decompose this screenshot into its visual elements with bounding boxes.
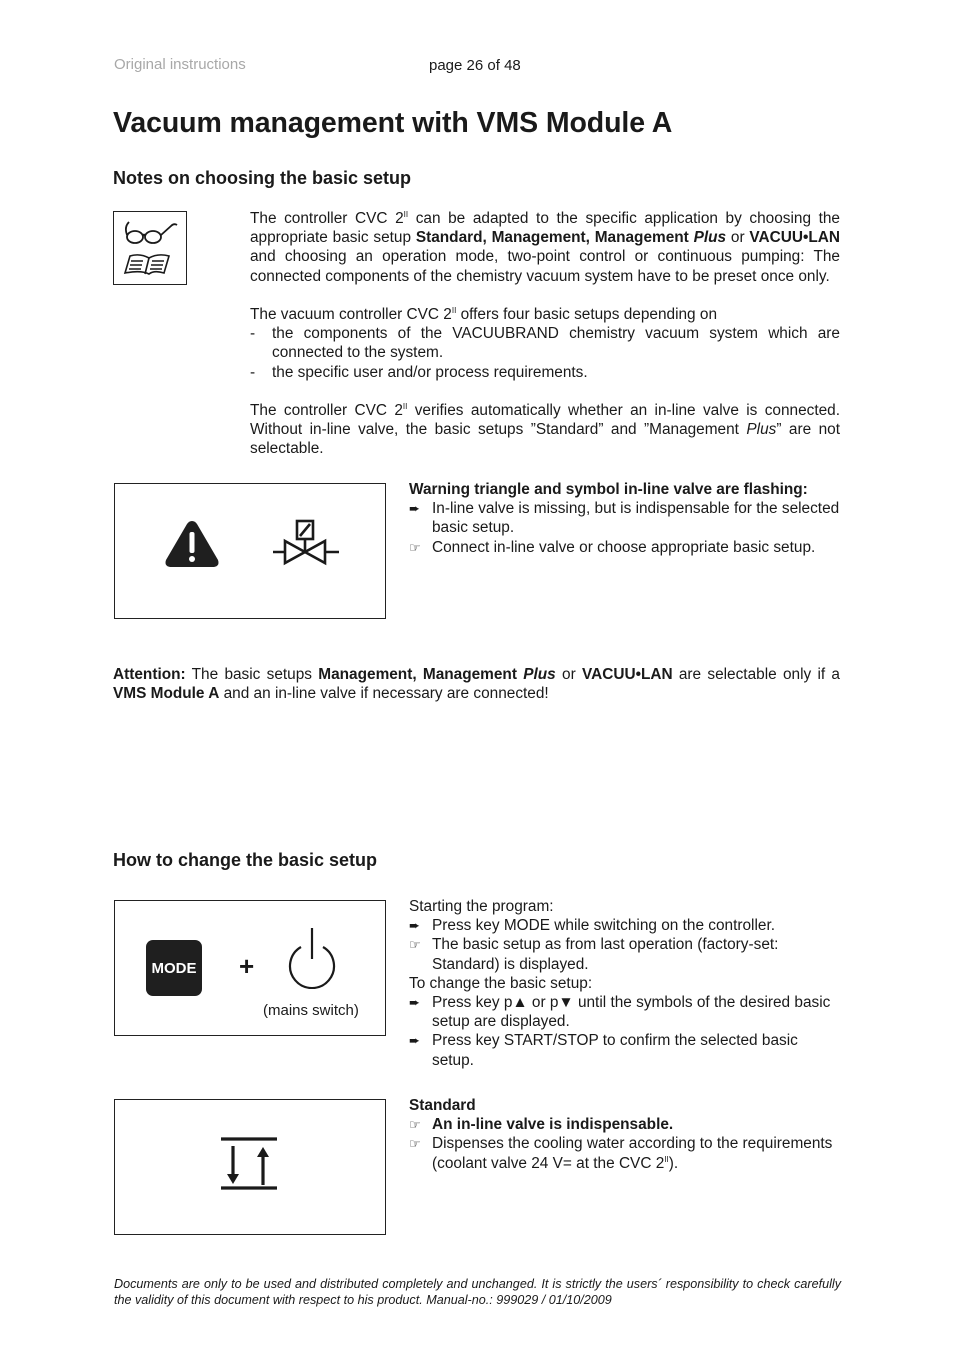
list-item: - the components of the VACUUBRAND chemistry vacuum system which are connected to the system.: [250, 325, 840, 362]
attention-note: Attention: The basic setups Management, Management Plus or VACUU•LAN are selectable only if a VMS Module A and an in-line valve if necessary are connected!: [113, 666, 840, 703]
display-warning-box: [114, 483, 386, 619]
mains-switch-label: (mains switch): [263, 1002, 359, 1019]
power-icon: [285, 925, 339, 989]
note-icon-box: [113, 211, 187, 285]
warning-text: Warning triangle and symbol in-line valve are flashing: ➨ In-line valve is missing, but is indispensable for the selected basic setup. ☞ Connect in-line valve or choose appropriate basic setup.: [409, 481, 840, 556]
standard-setup-icon: [219, 1136, 279, 1192]
list-item: ➨ Press key p▲ or p▼ until the symbols of the desired basic setup are displayed.: [409, 994, 831, 1031]
plus-sign: +: [239, 951, 255, 981]
change-setup-instructions: Starting the program: ➨ Press key MODE while switching on the controller. ☞ The basic setup as from last operation (factory-set: Standard) is displayed. To change the basic setup: ➨ Press key p▲ or p▼ until the symbols of the desired basic setup are displayed. ➨ Press key START/STOP to confirm the selected basic setup.: [409, 897, 841, 1070]
paragraph-four-setups: The vacuum controller CVC $2^{II}$ offers four basic setups depending on - the components of the VACUUBRAND chemistry vacuum system which are connected to the system. - the specific user and/or process requirements.: [250, 305, 840, 381]
glasses-book-icon: [114, 212, 186, 284]
list-item: ➨ Press key MODE while switching on the controller.: [409, 917, 776, 935]
list-item: ☞ Connect in-line valve or choose appropriate basic setup.: [409, 538, 816, 556]
list-item: ➨ In-line valve is missing, but is indispensable for the selected basic setup.: [409, 500, 840, 537]
header-left-label: Original instructions: [114, 56, 246, 73]
section-heading-basic-setup-notes: Notes on choosing the basic setup: [113, 168, 412, 188]
warning-triangle-icon: [163, 519, 221, 569]
list-item: ➨ Press key START/STOP to confirm the selected basic setup.: [409, 1032, 798, 1069]
paragraph-inline-valve-check: The controller CVC $2^{II}$ verifies automatically whether an in-line valve is connected. Without in-line valve, the basic setups ”Standard” and ”Management Plus” are not selectable.: [250, 401, 840, 458]
footer-disclaimer: Documents are only to be used and distributed completely and unchanged. It is strictly the users´ responsibility to check carefully the validity of this document with respect to his product. Manual-no.: 999029 / 01/10/2009: [114, 1277, 841, 1307]
paragraph-basic-setup-intro: The controller CVC $2^{II}$ can be adapted to the specific application by choosing the appropriate basic setup Standard, Management, Management Plus or VACUU•LAN and choosing an operation mode, two-point control or continuous pumping: The connected components of the chemistry vacuum system have to be preset once only.: [250, 209, 840, 285]
list-item: ☞ An in-line valve is indispensable.: [409, 1116, 674, 1134]
list-item: ☞ Dispenses the cooling water according to the requirements (coolant valve 24 V= at the CVC $2^{II}$).: [409, 1135, 833, 1172]
mode-switch-box: [114, 900, 386, 1036]
list-item: ☞ The basic setup as from last operation (factory-set: Standard) is displayed.: [409, 936, 779, 973]
section-heading-change-setup: How to change the basic setup: [113, 850, 378, 870]
page-title: Vacuum management with VMS Module A: [113, 107, 673, 139]
mode-key: MODE: [146, 940, 202, 996]
page-number: page 26 of 48: [429, 57, 521, 74]
standard-description: Standard ☞ An in-line valve is indispensable. ☞ Dispenses the cooling water according to the requirements (coolant valve 24 V= at the CVC $2^{II}$).: [409, 1096, 841, 1173]
standard-display-box: [114, 1099, 386, 1235]
inline-valve-icon: [271, 519, 343, 571]
list-item: - the specific user and/or process requirements.: [250, 363, 588, 381]
